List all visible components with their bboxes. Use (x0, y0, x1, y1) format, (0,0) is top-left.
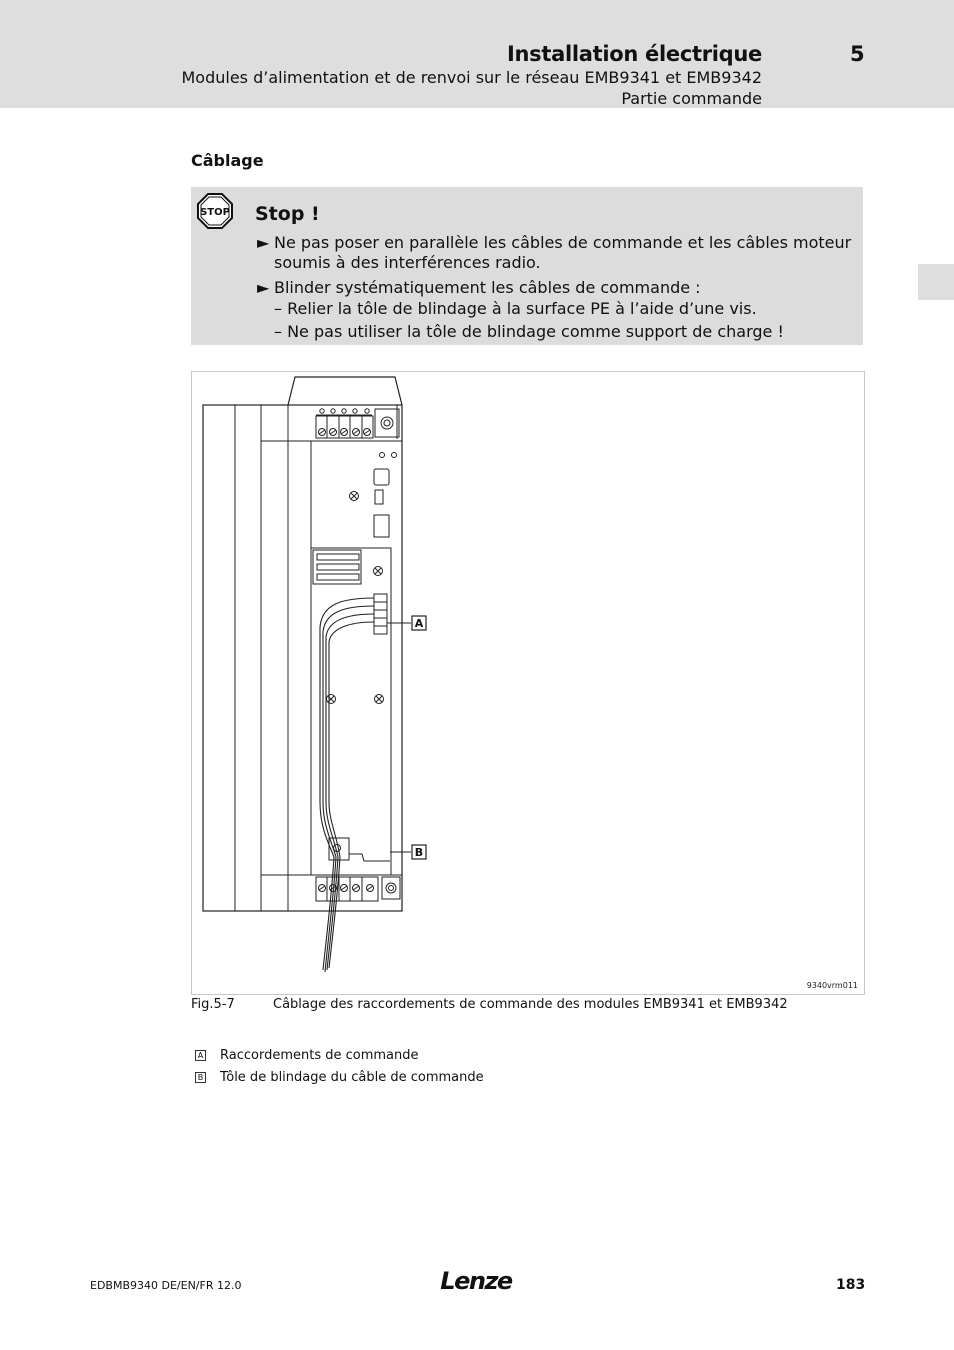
figure-caption-label: Fig.5-7 (191, 997, 235, 1012)
footer-doc-id: EDBMB9340 DE/EN/FR 12.0 (90, 1279, 242, 1292)
page-subtitle-2: Partie commande (621, 89, 762, 108)
chapter-side-tab (918, 264, 954, 300)
callout-b-label: B (414, 846, 424, 859)
figure-caption-text: Câblage des raccordements de commande des modules EMB9341 et EMB9342 (273, 997, 788, 1012)
callout-a-label: A (414, 617, 424, 630)
page-subtitle: Modules d’alimentation et de renvoi sur le réseau EMB9341 et EMB9342 (181, 68, 762, 87)
lenze-logo (438, 1266, 514, 1296)
sub-item-1: – Relier la tôle de blindage à la surface PE à l’aide d’une vis. (274, 299, 757, 318)
legend-text: Tôle de blindage du câble de commande (220, 1070, 484, 1085)
header-band (0, 0, 954, 108)
bullet-marker: ► (257, 278, 270, 297)
legend-text: Raccordements de commande (220, 1048, 419, 1063)
figure-frame (191, 371, 865, 995)
lenze-logo-text: Lenze (440, 1267, 512, 1295)
bullet1-line1: Ne pas poser en parallèle les câbles de commande et les câbles moteur (274, 233, 852, 252)
bullet1-line2: soumis à des interférences radio. (274, 253, 541, 272)
bullet-marker: ► (257, 233, 270, 252)
stop-title: Stop ! (255, 203, 320, 225)
legend-key-box: B (195, 1072, 206, 1083)
page-title: Installation électrique (506, 42, 762, 66)
bullet2: Blinder systématiquement les câbles de commande : (274, 278, 701, 297)
stop-warning-box (191, 187, 863, 345)
wiring-diagram (192, 372, 864, 994)
figure-image-code: 9340vrm011 (806, 981, 858, 990)
page-number: 183 (836, 1277, 866, 1293)
legend-key-box: A (195, 1050, 206, 1061)
section-heading: Câblage (191, 151, 264, 170)
sub-item-2: – Ne pas utiliser la tôle de blindage comme support de charge ! (274, 322, 784, 341)
stop-sign-icon (197, 193, 233, 229)
chapter-number: 5 (850, 42, 865, 66)
stop-sign-label: STOP (200, 207, 230, 218)
